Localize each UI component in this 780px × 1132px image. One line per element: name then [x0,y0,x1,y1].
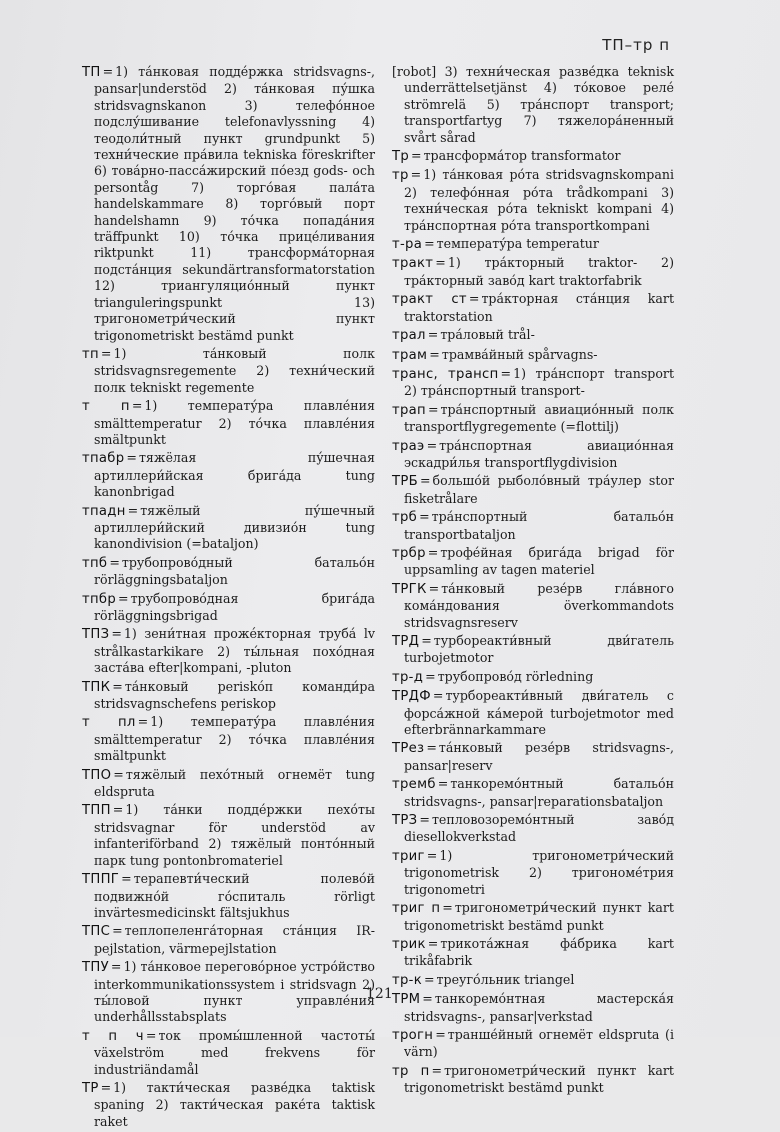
dictionary-entry [392,900,674,934]
dictionary-entry [392,402,674,436]
entry-headword: трогн [392,1027,434,1043]
entry-headword: тпбр [82,591,117,607]
entry-definition: терапевти́ческий полево́й подвижно́й го́спиталь rörligt invärtesmedicinskt fältsjukhus [94,871,375,920]
equals-sign: = [131,398,143,414]
entry-headword: ТР [82,1080,99,1096]
equals-sign: = [428,580,440,596]
page-header: ТП–тр п [602,36,670,54]
dictionary-entry [392,1027,674,1061]
entry-definition: тра́ловый trål- [440,327,535,343]
entry-headword: ТРГК [392,581,427,597]
dictionary-entry [392,255,674,289]
equals-sign: = [112,923,123,939]
dictionary-entry [392,936,674,970]
equals-sign: = [435,255,446,271]
entry-definition: 1) та́нковое переговóрное устро́йство interkommunikationssystem i stridsvagn 2) ты́ловой пункт управле́ния underhållsstabsplats [94,959,375,1025]
dictionary-entry [392,633,674,667]
dictionary-entry [392,327,674,344]
entry-headword: ТПК [82,679,111,695]
entry-headword: тпб [82,555,108,571]
equals-sign: = [427,327,439,343]
equals-sign: = [110,959,122,975]
dictionary-entry [82,714,375,764]
entry-headword: транс, трансп [392,366,499,382]
entry-definition: 1) та́нковая подде́ржка stridsvagns-, pansar|understöd 2) та́нковая пу́шка stridsvagnskanon 3) телефо́нное подслу́шивание telefonavlyssning 4) теодоли́тный пункт grundpunkt 5) техни́ческие пра́вила tekniska föreskrifter 6) това́рно-пасса́жирский по́езд gods- och persontåg 7) торго́вая пала́та handelskammare 8) торго́вый порт handelshamn 9) то́чка попада́ния träffpunkt 10) то́чка прице́ливания riktpunkt 11) трансформа́торная подста́нция sekundärtransformatorstation 12) триангуляцио́нный пункт trianguleringspunkt 13) тригонометри́ческий пункт trigonometriskt bestämd punkt [94,64,375,343]
entry-headword: т п ч [82,1028,144,1044]
entry-definition: та́нковый резе́рв гла́вного кома́ндования överkommandots stridsvagnsreserv [404,580,674,630]
entry-headword: трик [392,936,426,952]
dictionary-entry [82,679,375,713]
right-column [392,64,674,1099]
entry-headword: тракт ст [392,292,467,308]
left-column [82,64,375,1132]
dictionary-entry [392,64,674,146]
entry-headword: триг [392,848,425,864]
entry-definition: трубопрово́д rörledning [437,668,594,684]
equals-sign: = [468,291,480,307]
entry-headword: ТРД [392,634,420,649]
entry-headword: тп [82,346,99,362]
equals-sign: = [112,678,123,694]
equals-sign: = [427,935,439,951]
equals-sign: = [419,473,431,489]
equals-sign: = [419,812,430,828]
equals-sign: = [100,1079,112,1095]
entry-headword: тпабр [82,451,125,467]
entry-definition: треуго́льник triangel [436,971,575,987]
entry-headword: т-ра [392,237,423,253]
dictionary-entry [82,64,375,344]
equals-sign: = [118,590,129,606]
equals-sign: = [112,802,124,818]
entry-headword: тпадн [82,503,126,519]
dictionary-entry [82,1080,375,1130]
entry-headword: ТРМ [392,992,421,1008]
dictionary-entry [392,438,674,472]
entry-definition: тра́нспортный авиацио́нный полк transportflygregemente (=flottilj) [404,401,674,435]
dictionary-entry [392,776,674,810]
dictionary-entry [392,545,674,579]
dictionary-entry [392,509,674,543]
dictionary-entry [82,871,375,921]
equals-sign: = [410,167,422,183]
entry-definition: турбореакти́вный дви́гатель turbojetmotor [404,633,674,666]
equals-sign: = [422,991,433,1007]
entry-headword: т пл [82,715,136,731]
entry-definition: та́нковый periskóп команди́ра stridsvagnschefens periskop [94,678,375,712]
entry-definition: трамва́йный spårvagns- [441,346,598,362]
entry-definition: 1) та́нки подде́ржки пехо́ты stridsvagnar för understöd av infanteriförband 2) тяжёлый понто́нный парк tung pontonbromateriel [94,802,375,868]
page-number: 121 [366,986,393,1002]
entry-headword: трап [392,402,426,418]
dictionary-entry [82,591,375,625]
equals-sign: = [145,1027,157,1043]
entry-definition: 1) зени́тная прожéкторная труба́ lv strålkastarkikare 2) ты́льная похо́дная заста́ва efter|kompani, -pluton [94,626,375,676]
entry-headword: тракт [392,256,434,272]
dictionary-entry [82,767,375,801]
equals-sign: = [431,1062,443,1078]
dictionary-entry [392,812,674,846]
entry-definition: та́нковый резе́рв stridsvagns-, pansar|reserv [404,740,674,773]
entry-definition: 1) температу́ра плавле́ния smälttemperatur 2) то́чка плавле́ния smältpunkt [94,398,375,447]
entry-definition: [robot] 3) техни́ческая разве́дка teknisk underrättelsetjänst 4) то́ковое реле́ strömrelä 5) тра́нспорт transport; transportfartyg 7) тяжелора́ненный svårt sårad [392,64,674,145]
equals-sign: = [127,502,139,518]
entry-headword: тр [392,168,409,184]
entry-headword: триг п [392,901,441,917]
entry-headword: трал [392,328,426,344]
equals-sign: = [113,766,124,782]
equals-sign: = [427,544,439,560]
entry-headword: трам [392,347,428,363]
dictionary-entry [82,959,375,1026]
entry-definition: 1) та́нковый полк stridsvagnsregemente 2) техни́ческий полк tekniskt regemente [94,345,375,395]
equals-sign: = [421,633,432,648]
entry-definition: танкоремо́нтная мастерска́я stridsvagns-, pansar|verkstad [404,991,674,1024]
dictionary-entry [82,802,375,869]
entry-definition: тра́кторная ста́нция kart traktorstation [404,291,675,324]
dictionary-entry [392,991,674,1025]
entry-definition: тепловозоремо́нтный заво́д diesellokverkstad [404,812,674,845]
entry-headword: тр п [392,1063,430,1079]
dictionary-entry [392,291,674,325]
equals-sign: = [424,236,435,252]
entry-definition: тригонометри́ческий пункт kart trigonometriskt bestämd punkt [404,1062,674,1096]
entry-definition: 1) та́нковая ро́та stridsvagnskompani 2) телефо́нная ро́та trådkompani 3) техни́ческая ро́та tekniskt kompani 4) тра́нспортная ро́та transportkompani [404,167,674,233]
dictionary-entry [392,473,674,507]
entry-headword: ТПЗ [82,627,110,643]
equals-sign: = [423,971,435,987]
equals-sign: = [429,346,440,362]
entry-headword: ТРез [392,741,425,757]
entry-definition: тра́нспортный батальо́н transportbataljon [404,509,674,542]
dictionary-entry [392,236,674,253]
equals-sign: = [137,714,149,730]
entry-definition: трансформа́тор transformator [423,148,621,164]
entry-definition: 1) такти́ческая разве́дка taktisk spaning 2) такти́ческая раке́та taktisk raket [94,1079,375,1129]
equals-sign: = [426,847,438,863]
entry-headword: ТРДФ [392,689,431,705]
entry-definition: большо́й рыболо́вный тра́улер stor fisketrålare [404,473,674,506]
equals-sign: = [427,401,439,417]
dictionary-entry [82,503,375,553]
equals-sign: = [419,509,430,525]
entry-headword: Тр [392,149,410,165]
equals-sign: = [426,740,437,756]
equals-sign: = [426,437,438,453]
dictionary-entry [82,1028,375,1078]
dictionary-entry [392,688,674,738]
entry-definition: трубопрово́дная брига́да rörläggningsbrigad [94,590,375,623]
dictionary-entry [392,1063,674,1097]
dictionary-entry [392,148,674,165]
dictionary-entry [82,555,375,589]
entry-headword: тремб [392,777,436,793]
dictionary-entry [82,398,375,448]
entry-headword: ТППГ [82,872,120,888]
entry-headword: тр-к [392,972,422,988]
entry-headword: ТП [82,65,101,80]
entry-headword: ТПО [82,767,112,783]
entry-definition: 1) тра́кторный traktor- 2) тра́кторный заво́д kart traktorfabrik [404,255,674,288]
dictionary-entry [82,626,375,676]
entry-headword: тр-д [392,669,424,685]
dictionary-entry [82,346,375,396]
entry-definition: температу́ра temperatur [436,236,599,252]
entry-headword: т п [82,399,130,415]
entry-headword: трб [392,510,418,526]
equals-sign: = [411,148,422,164]
equals-sign: = [435,1026,446,1042]
dictionary-entry [82,450,375,500]
entry-definition: танкоремо́нтный батальо́н stridsvagns-, pansar|reparationsbataljon [404,776,674,809]
dictionary-entry [392,740,674,774]
entry-definition: транше́йный огнемёт eldspruta (i värn) [404,1026,674,1060]
equals-sign: = [437,776,449,792]
entry-definition: ток промы́шленной частоты́ växelström med frekvens för industriändamål [94,1027,375,1077]
entry-definition: 1) тригонометри́ческий trigonometrisk 2) тригономе́трия trigonometri [404,847,674,897]
entry-headword: ТПС [82,924,111,940]
dictionary-entry [392,848,674,898]
entry-definition: 1) тра́нспорт transport 2) тра́нспортный transport- [404,365,675,399]
equals-sign: = [102,64,114,79]
entry-definition: тригонометри́ческий пункт kart trigonometriskt bestämd punkt [404,900,674,933]
equals-sign: = [442,900,453,916]
entry-headword: трбр [392,545,426,561]
entry-definition: тяжёлый пу́шечный артиллери́йский дивизио́н tung kanondivision (=bataljon) [94,502,375,552]
equals-sign: = [425,668,436,684]
entry-definition: тра́нспортная авиацио́нная эскадри́лья transportflygdivision [404,437,674,470]
entry-headword: ТРБ [392,474,418,490]
entry-definition: трикота́жная фа́брика kart trikåfabrik [404,935,674,969]
equals-sign: = [126,450,137,466]
dictionary-entry [392,669,674,686]
equals-sign: = [121,871,132,887]
entry-headword: ТПУ [82,960,109,976]
dictionary-entry [392,581,674,631]
equals-sign: = [500,365,512,381]
dictionary-entry [392,366,674,400]
entry-definition: тяжёлая пу́шечная артиллери́йская брига́да tung kanonbrigad [94,450,375,500]
dictionary-entry [82,923,375,957]
entry-definition: теплопеленга́торная ста́нция IR-pejlstation, värmepejlstation [94,923,375,956]
entry-headword: траэ [392,438,425,454]
equals-sign: = [111,626,122,642]
entry-headword: ТПП [82,803,111,819]
equals-sign: = [109,554,120,570]
entry-definition: турбореакти́вный дви́гатель с форса́жной ка́мерой turbojetmotor med efterbrännarkammare [404,688,674,738]
equals-sign: = [100,345,112,361]
entry-definition: тяжёлый пехо́тный огнемёт tung eldspruta [94,766,375,800]
entry-definition: трофе́йная брига́да brigad för uppsamling av tagen materiel [404,544,674,578]
equals-sign: = [432,688,444,704]
dictionary-entry [392,347,674,364]
dictionary-entry [392,972,674,989]
dictionary-entry [392,167,674,234]
entry-definition: трубопрово́дный батальо́н rörläggningsbataljon [94,554,375,588]
entry-definition: 1) температу́ра плавле́ния smälttemperatur 2) то́чка плавле́ния smältpunkt [94,714,375,764]
entry-headword: ТРЗ [392,813,418,829]
